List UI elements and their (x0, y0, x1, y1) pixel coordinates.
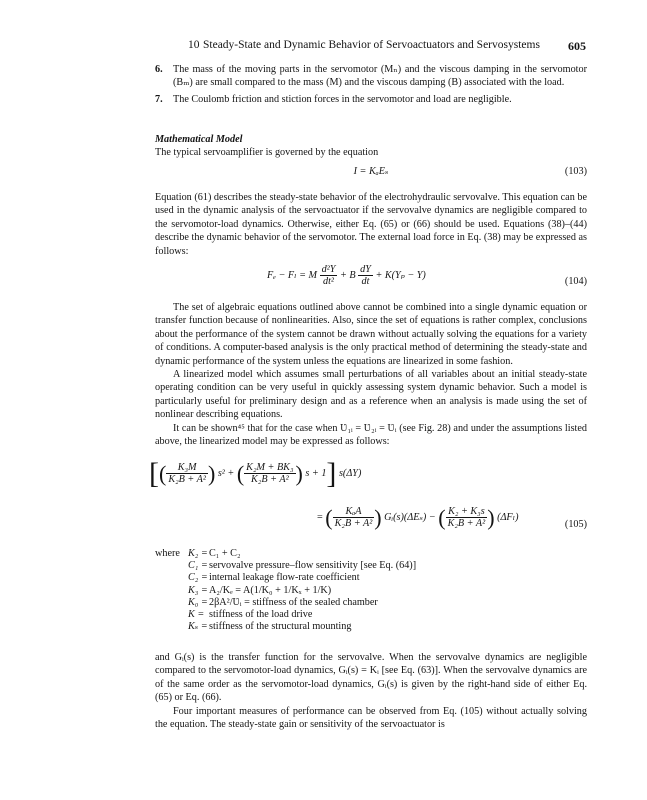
fraction-denominator: K₂B + A² (168, 474, 206, 485)
paragraph-text: Equation (61) describes the steady-state behavior of the electrohydraulic servovalve. This equation can be used in the dynamic analysis of the servoactuator if the servovalve dynamics are negligible compared to the servomotor-load dynamics. Otherwise, either Eq. (65) or (66) should be used. Equations (38)–(44) describe the dynamic behavior of the servomotor. The external load force in Eq. (38) may be expressed as follows: (155, 192, 587, 257)
bracket-close: ] (326, 456, 337, 490)
equation-104-fraction (320, 264, 338, 287)
equation-105-line-1: [( $\frac{\text{K₃M}}{\text{K₂B + A²}}$ ) s² + ( $\frac{\text{K₂M + BK₃}}{\text{K₂B + A²}}$ ) s + 1] s(ΔY) (149, 456, 362, 490)
fraction-denominator: K₂B + A² (251, 474, 289, 485)
chapter-number: 10 (188, 39, 200, 51)
definition-symbol: K = (188, 608, 205, 620)
equation-105-fraction (166, 462, 208, 485)
equation-105-fraction (244, 462, 295, 485)
equation-105-fraction (446, 506, 488, 529)
paragraph-text: The set of algebraic equations outlined above cannot be combined into a single dynamic equation or transfer function because of nonlinearities. Also, since the set of equations is rather complex, conclusions about the performance of the system cannot be drawn without actually solving the equations for a variety of conditions. A computer-based analysis is the only practical method of determining the steady-state and dynamic performance of the system unless the equations are linearized in some fashion. (155, 302, 587, 367)
section-heading: Mathematical Model (155, 134, 243, 145)
paragraph-text: Four important measures of performance can be observed from Eq. (105) without actually solving the equation. The steady-state gain or sensitivity of the servoactuator is (155, 705, 587, 731)
section-mathematical-model (155, 133, 587, 160)
equation-105-equals: = (317, 511, 323, 523)
definition-symbol: Kₛ = (188, 621, 208, 633)
equation-103-number: (103) (564, 166, 587, 177)
equation-103 (155, 165, 587, 183)
fraction-numerator: K₂ + K₃s (446, 506, 488, 518)
equation-104 (155, 264, 587, 294)
fraction-numerator: KₐA (333, 506, 375, 518)
definition-symbol: C₁ = (188, 560, 208, 572)
fraction-denominator: K₂B + A² (334, 518, 373, 529)
page-number: 605 (568, 39, 586, 53)
paragraph-text: It can be shown⁴⁵ that for the case when Ʋ₁ᵢ = Ʋ₂ᵢ = Ʋᵢ (see Fig. 28) and under the assumptions listed above, the linearized model may be expressed as follows: (155, 422, 587, 448)
assumption-item (155, 93, 587, 106)
equation-104-rhs: + K(Yₚ − Y) (375, 269, 426, 281)
definition-text: A₂/Kₑ = A(1/K₀ + 1/Kₓ + 1/K) (209, 584, 332, 596)
assumption-list (155, 63, 587, 109)
definition-symbol: K₃ = (188, 584, 208, 596)
definition-text: C₁ + C₂ (209, 548, 241, 559)
equation-104-number: (104) (564, 276, 587, 287)
equation-105-mid: Gᵢ(s)(ΔEₛ) − (384, 511, 436, 523)
assumption-label: 7. (155, 93, 163, 105)
fraction-numerator: d²Y (321, 264, 336, 275)
definition-symbol: C₂ = (188, 572, 208, 584)
fraction-denominator: dt² (322, 276, 334, 287)
symbol-definitions (155, 547, 587, 632)
equation-105-s2: s² + (217, 467, 235, 479)
equation-103-body: I = KₐEₛ (353, 166, 389, 177)
equation-105-number: (105) (564, 519, 587, 530)
assumption-item (155, 63, 587, 90)
equation-105-lhs-tail: s(ΔY) (338, 467, 362, 479)
definition-symbol: K₀ = (188, 596, 208, 608)
fraction-denominator: K₂B + A² (447, 518, 486, 529)
definition-text: stiffness of the structural mounting (209, 621, 352, 633)
equation-104-lhs: Fₑ − Fₗ = M (267, 269, 318, 281)
definition-symbol: K₂ = (188, 548, 208, 559)
paragraph-text: and Gᵢ(s) is the transfer function for the servovalve. When the servovalve dynamics are negligible compared to the servomotor-load dynamics, Gᵢ(s) = Kᵢ [see Eq. (63)]. When the servovalve dynamics are of the same order as the servomotor-load dynamics, Gᵢ(s) is given by the right-hand side of either Eq. (65) or Eq. (66). (155, 652, 587, 704)
equation-105-tail: (ΔFₗ) (497, 511, 519, 523)
paragraph-2 (155, 301, 587, 448)
equation-105-fraction (333, 506, 375, 529)
fraction-numerator: dY (360, 264, 371, 275)
definition-text: stiffness of the load drive (209, 608, 313, 620)
equation-104-mid: + B (339, 269, 356, 281)
equation-105-line-2: = ( $\frac{\text{KₐA}}{\text{K₂B + A²}}$ ) Gᵢ(s)(ΔEₛ) − ( $\frac{\text{K₂ + K₃s}}{\text{K₂B + A²}}$ ) (ΔFₗ) (105) (317, 504, 587, 530)
fraction-denominator: dt (361, 276, 370, 287)
paragraph-text: A linearized model which assumes small perturbations of all variables about an initial steady-state operating condition can be very useful in quickly assessing system dynamic behavior. Such a model is particularly useful for preliminary design and as a reference when an analysis is made using the set of nonlinear describing equations. (155, 369, 587, 421)
paragraph-1 (155, 191, 587, 258)
equation-104-fraction (358, 264, 373, 287)
assumption-text: The Coulomb friction and stiction forces in the servomotor and load are negligible. (173, 93, 512, 105)
fraction-numerator: K₃M (166, 462, 208, 474)
equation-105-s1: s + 1 (305, 467, 327, 479)
assumption-text: The mass of the moving parts in the servomotor (Mₙ) and the viscous damping in the servomotor (Bₘ) are small compared to the mass (M) and the viscous damping (B) associated with the load. (173, 64, 587, 89)
paragraph-5 (155, 651, 587, 731)
definition-text: internal leakage flow-rate coefficient (209, 572, 360, 584)
assumption-label: 6. (155, 64, 163, 75)
bracket-open: [ (149, 456, 159, 490)
section-intro: The typical servoamplifier is governed by the equation (155, 147, 379, 159)
where-label: where (155, 548, 180, 559)
running-title: Steady-State and Dynamic Behavior of Servoactuators and Servosystems (203, 39, 540, 51)
definition-text: servovalve pressure–flow sensitivity [see Eq. (64)] (209, 560, 417, 572)
definition-text: 2βA²/Ʋᵢ = stiffness of the sealed chamber (209, 596, 378, 608)
fraction-numerator: K₂M + BK₃ (246, 462, 294, 473)
